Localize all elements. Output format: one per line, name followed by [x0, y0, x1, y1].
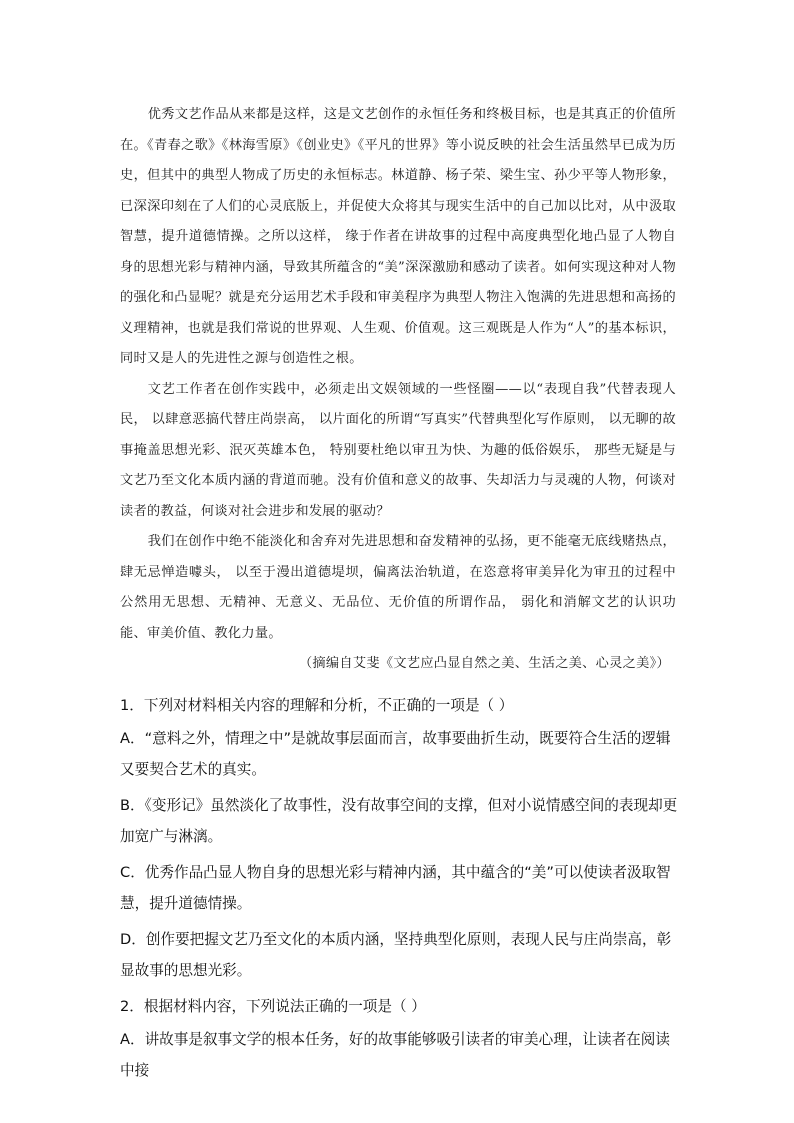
question-1-option-c: C．优秀作品凸显人物自身的思想光彩与精神内涵，其中蕴含的“美”可以使读者汲取智慧，提升道德情操。 [120, 864, 671, 912]
question-1-option-b: B．《变形记》虽然淡化了故事性，没有故事空间的支撑，但对小说情感空间的表现却更加宽广与淋漓。 [120, 797, 678, 845]
passage-paragraph-2: 文艺工作者在创作实践中，必须走出文娱领域的一些怪圈——以“表现自我”代替表现人民， 以肆意恶搞代替庄尚崇高， 以片面化的所谓“写真实”代替典型化写作原则， 以无聊的故事掩盖思想光彩、泯灭英雄本色， 特别要杜绝以审丑为快、为趣的低俗娱乐， 那些无疑是与文艺乃至文化本质内涵的背道而驰。没有价值和意义的故事、失却活力与灵魂的人物，何谈对读者的教益，何谈对社会进步和发展的驱动？ [120, 381, 676, 519]
question-1-stem: 1．下列对材料相关内容的理解和分析，不正确的一项是（ ） [120, 697, 514, 714]
passage-source: （摘编自艾斐《文艺应凸显自然之美、生活之美、心灵之美》） [298, 656, 670, 671]
question-1-option-d: D．创作要把握文艺乃至文化的本质内涵，坚持典型化原则，表现人民与庄尚崇高，彰显故事的思想光彩。 [120, 931, 672, 979]
reading-passage [120, 100, 676, 680]
passage-paragraph-3: 我们在创作中绝不能淡化和舍弃对先进思想和奋发精神的弘扬，更不能毫无底线赌热点，肆无忌惮造噱头， 以至于漫出道德堤坝，偏离法治轨道，在恣意将审美异化为审丑的过程中公然用无思想、无精神、无意义、无品位、无价值的所谓作品， 弱化和消解文艺的认识功能、审美价值、教化力量。 [120, 534, 676, 641]
question-2-stem: 2．根据材料内容，下列说法正确的一项是（ ） [120, 998, 426, 1015]
question-list [120, 690, 680, 1091]
question-1-option-a: A．“意料之外，情理之中”是就故事层面而言，故事要曲折生动，既要符合生活的逻辑又要契合艺术的真实。 [120, 730, 671, 778]
question-2-option-a: A．讲故事是叙事文学的根本任务，好的故事能够吸引读者的审美心理，让读者在阅读中接 [120, 1031, 670, 1079]
passage-paragraph-1: 优秀文艺作品从来都是这样，这是文艺创作的永恒任务和终极目标，也是其真正的价值所在。《青春之歌》《林海雪原》《创业史》《平凡的世界》等小说反映的社会生活虽然早已成为历史，但其中的典型人物成了历史的永恒标志。林道静、杨子荣、梁生宝、孙少平等人物形象，已深深印刻在了人们的心灵底版上，并促使大众将其与现实生活中的自己加以比对，从中汲取智慧，提升道德情操。之所以这样， 缘于作者在讲故事的过程中高度典型化地凸显了人物自身的思想光彩与精神内涵，导致其所蕴含的“美”深深激励和感动了读者。如何实现这种对人物的强化和凸显呢？就是充分运用艺术手段和审美程序为典型人物注入饱满的先进思想和高扬的义理精神，也就是我们常说的世界观、人生观、价值观。这三观既是人作为“人”的基本标识，同时又是人的先进性之源与创造性之根。 [120, 107, 676, 366]
